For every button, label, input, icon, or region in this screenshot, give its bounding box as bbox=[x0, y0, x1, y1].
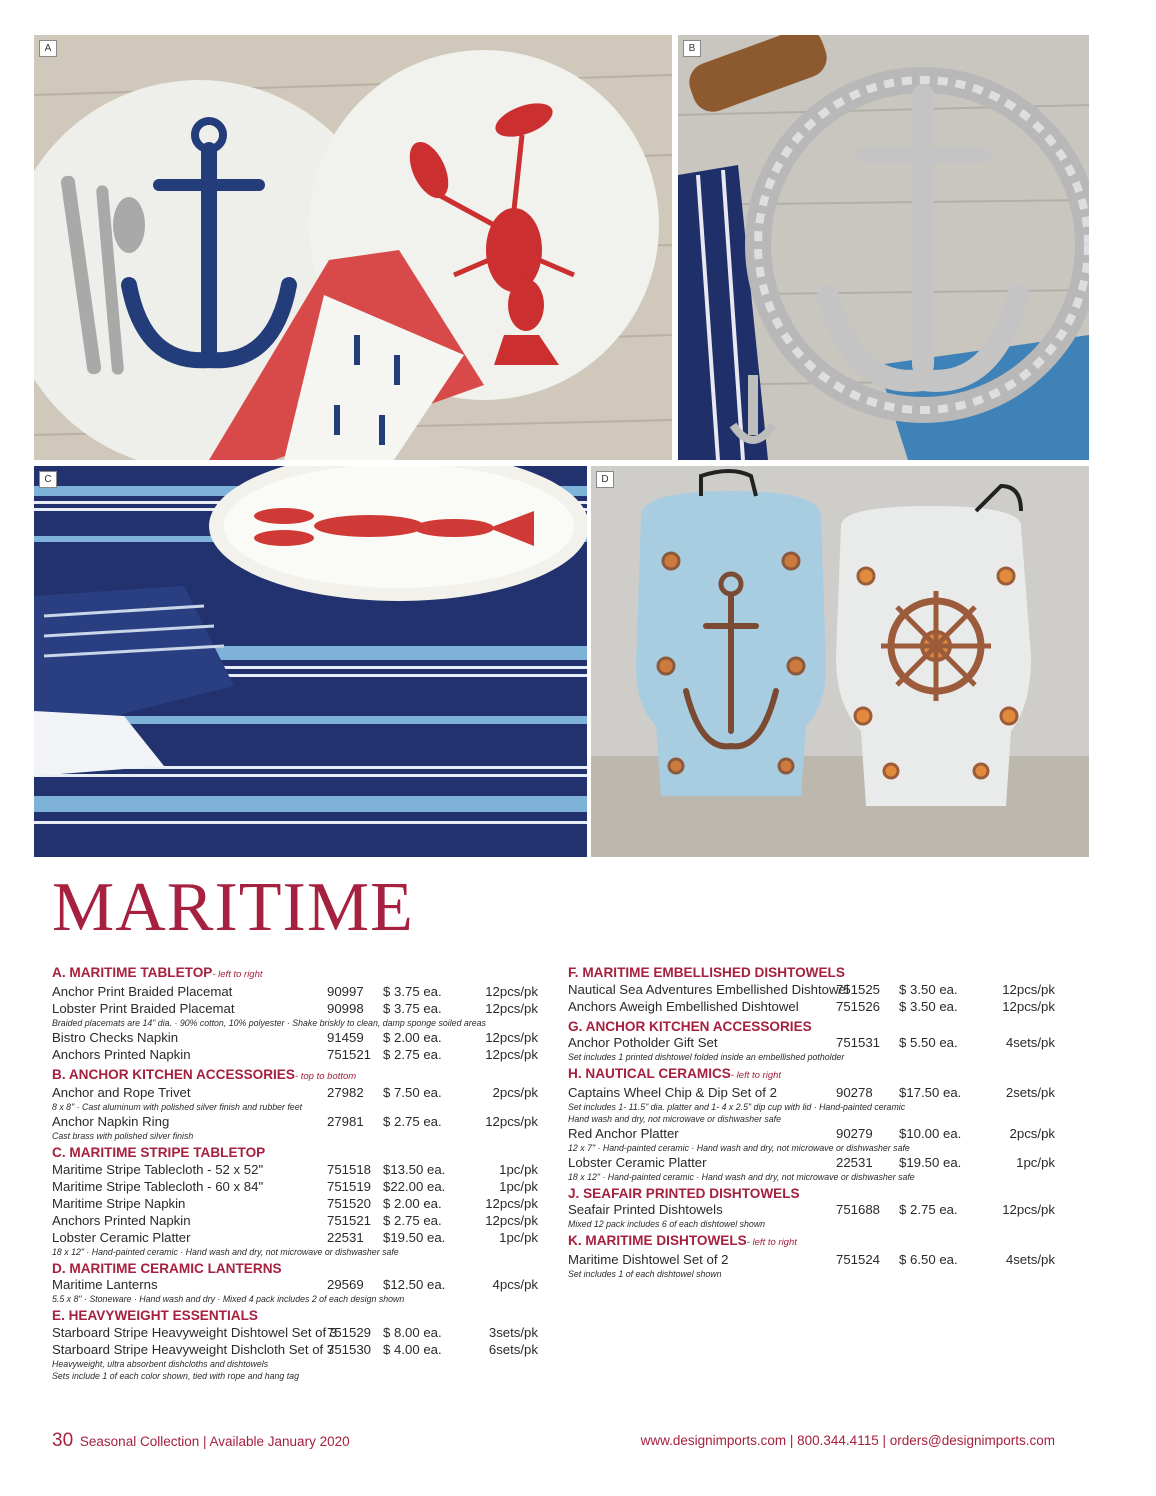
product-price: $ 3.75 ea. bbox=[383, 983, 442, 999]
product-pack: 12pcs/pk bbox=[1002, 998, 1055, 1014]
product-price: $19.50 ea. bbox=[383, 1229, 446, 1245]
product-code: 90278 bbox=[836, 1084, 873, 1100]
product-name: Anchors Printed Napkin bbox=[52, 1212, 191, 1228]
product-description: 12 x 7" · Hand-painted ceramic · Hand wash and dry, not microwave or dishwasher safe bbox=[568, 1142, 910, 1153]
product-description: Braided placemats are 14" dia. · 90% cotton, 10% polyester · Shake briskly to clean, damp sponge soiled areas bbox=[52, 1017, 486, 1028]
product-description: Set includes 1- 11.5" dia. platter and 1- 4 x 2.5" dip cup with lid · Hand-painted ceramic bbox=[568, 1101, 906, 1112]
product-code: 27981 bbox=[327, 1114, 364, 1130]
product-pack: 2sets/pk bbox=[1005, 1084, 1055, 1100]
product-name: Nautical Sea Adventures Embellished Dishtowel bbox=[568, 981, 849, 997]
product-code: 27982 bbox=[327, 1085, 364, 1101]
product-pack: 6sets/pk bbox=[488, 1341, 538, 1357]
product-price: $ 6.50 ea. bbox=[899, 1251, 958, 1267]
product-pack: 4pcs/pk bbox=[492, 1277, 538, 1293]
section-note: - left to right bbox=[746, 1237, 797, 1249]
product-name: Starboard Stripe Heavyweight Dishcloth Set of 3 bbox=[52, 1341, 335, 1357]
product-name: Anchors Printed Napkin bbox=[52, 1046, 191, 1062]
product-row bbox=[52, 1030, 552, 1047]
product-code: 751526 bbox=[836, 998, 881, 1014]
product-row bbox=[52, 1162, 552, 1179]
product-price: $ 2.75 ea. bbox=[899, 1202, 958, 1218]
product-code: 90997 bbox=[327, 983, 364, 999]
section-heading: E. HEAVYWEIGHT ESSENTIALS bbox=[52, 1308, 258, 1324]
product-description: 18 x 12" · Hand-painted ceramic · Hand wash and dry, not microwave or dishwasher safe bbox=[568, 1171, 915, 1182]
product-pack: 4sets/pk bbox=[1005, 1035, 1055, 1051]
product-name: Red Anchor Platter bbox=[568, 1125, 679, 1141]
section-title: K. MARITIME DISHTOWELS bbox=[568, 1233, 747, 1249]
product-pack: 2pcs/pk bbox=[1009, 1125, 1055, 1141]
product-name: Maritime Stripe Napkin bbox=[52, 1195, 186, 1211]
product-name: Maritime Lanterns bbox=[52, 1277, 158, 1293]
product-price: $ 2.75 ea. bbox=[383, 1046, 442, 1062]
product-code: 751524 bbox=[836, 1251, 881, 1267]
product-row bbox=[52, 1325, 552, 1342]
product-name: Anchors Aweigh Embellished Dishtowel bbox=[568, 998, 799, 1014]
footer-contact: www.designimports.com | 800.344.4115 | orders@designimports.com bbox=[640, 1433, 1055, 1448]
product-pack: 1pc/pk bbox=[499, 1178, 538, 1194]
product-pack: 1pc/pk bbox=[1016, 1154, 1055, 1170]
product-name: Maritime Stripe Tablecloth - 60 x 84" bbox=[52, 1178, 264, 1194]
product-row bbox=[52, 1342, 552, 1359]
product-code: 751518 bbox=[327, 1161, 372, 1177]
section-heading bbox=[568, 1233, 1068, 1252]
product-description: Set includes 1 printed dishtowel folded inside an embellished potholder bbox=[568, 1052, 845, 1063]
photo-a-tabletop bbox=[34, 35, 672, 460]
product-price: $17.50 ea. bbox=[899, 1084, 962, 1100]
product-list-right bbox=[568, 965, 1068, 1281]
product-pack: 1pc/pk bbox=[499, 1161, 538, 1177]
product-name: Bistro Checks Napkin bbox=[52, 1029, 179, 1045]
product-code: 751688 bbox=[836, 1202, 881, 1218]
product-code: 751525 bbox=[836, 981, 881, 997]
product-code: 22531 bbox=[836, 1154, 873, 1170]
product-description: Set includes 1 of each dishtowel shown bbox=[568, 1268, 722, 1279]
section-title: H. NAUTICAL CERAMICS bbox=[568, 1066, 731, 1082]
product-row bbox=[568, 1126, 1068, 1143]
product-row bbox=[52, 1230, 552, 1247]
product-code: 751521 bbox=[327, 1046, 372, 1062]
product-row bbox=[568, 982, 1068, 999]
section-heading bbox=[568, 1066, 1068, 1085]
page-title: MARITIME bbox=[52, 869, 414, 946]
product-list-left bbox=[52, 965, 552, 1383]
product-row bbox=[52, 1001, 552, 1018]
product-pack: 2pcs/pk bbox=[492, 1085, 538, 1101]
product-description: Mixed 12 pack includes 6 of each dishtowel shown bbox=[568, 1219, 766, 1230]
product-pack: 12pcs/pk bbox=[1002, 1202, 1055, 1218]
product-pack: 12pcs/pk bbox=[485, 1000, 538, 1016]
product-name: Lobster Ceramic Platter bbox=[52, 1229, 191, 1245]
section-title: B. ANCHOR KITCHEN ACCESSORIES bbox=[52, 1066, 295, 1082]
product-price: $ 2.00 ea. bbox=[383, 1029, 442, 1045]
photo-label-d: D bbox=[596, 471, 614, 488]
section-note: - left to right bbox=[730, 1070, 782, 1082]
section-note: - top to bottom bbox=[294, 1070, 357, 1082]
product-price: $ 2.00 ea. bbox=[383, 1195, 442, 1211]
product-code: 22531 bbox=[327, 1229, 364, 1245]
section-heading: C. MARITIME STRIPE TABLETOP bbox=[52, 1145, 266, 1161]
product-price: $ 4.00 ea. bbox=[383, 1341, 442, 1357]
photo-label-c: C bbox=[39, 471, 57, 488]
product-code: 90998 bbox=[327, 1000, 364, 1016]
footer-collection-text: Seasonal Collection | Available January 2020 bbox=[79, 1434, 350, 1449]
product-description: Heavyweight, ultra absorbent dishcloths and dishtowels bbox=[52, 1358, 269, 1369]
product-code: 751521 bbox=[327, 1212, 372, 1228]
product-pack: 4sets/pk bbox=[1005, 1251, 1055, 1267]
product-price: $ 2.75 ea. bbox=[383, 1212, 442, 1228]
product-name: Starboard Stripe Heavyweight Dishtowel Set of 3 bbox=[52, 1324, 338, 1340]
product-name: Maritime Stripe Tablecloth - 52 x 52" bbox=[52, 1161, 264, 1177]
product-description: 5.5 x 8" · Stoneware · Hand wash and dry · Mixed 4 pack includes 2 of each design shown bbox=[52, 1294, 405, 1305]
section-heading: F. MARITIME EMBELLISHED DISHTOWELS bbox=[568, 965, 845, 980]
footer-left bbox=[52, 1430, 350, 1452]
product-description: Sets include 1 of each color shown, tied with rope and hang tag bbox=[52, 1370, 299, 1381]
section-title: A. MARITIME TABLETOP bbox=[52, 965, 213, 980]
product-name: Anchor and Rope Trivet bbox=[52, 1085, 191, 1101]
photo-label-b: B bbox=[683, 40, 701, 57]
product-row bbox=[568, 1155, 1068, 1172]
photo-d-ceramic-lanterns bbox=[591, 466, 1089, 857]
product-pack: 3sets/pk bbox=[488, 1324, 538, 1340]
product-price: $ 2.75 ea. bbox=[383, 1114, 442, 1130]
section-heading bbox=[52, 1067, 552, 1086]
product-row bbox=[52, 984, 552, 1001]
product-code: 751519 bbox=[327, 1178, 372, 1194]
product-row bbox=[52, 1114, 552, 1131]
product-code: 751520 bbox=[327, 1195, 372, 1211]
product-row bbox=[568, 1202, 1068, 1219]
product-price: $22.00 ea. bbox=[383, 1178, 446, 1194]
section-note: - left to right bbox=[212, 969, 263, 980]
product-price: $12.50 ea. bbox=[383, 1277, 446, 1293]
product-pack: 12pcs/pk bbox=[485, 1029, 538, 1045]
product-description: 18 x 12" · Hand-painted ceramic · Hand wash and dry, not microwave or dishwasher safe bbox=[52, 1246, 399, 1257]
product-description: 8 x 8" · Cast aluminum with polished silver finish and rubber feet bbox=[52, 1102, 303, 1113]
product-name: Anchor Potholder Gift Set bbox=[568, 1035, 718, 1051]
product-row bbox=[52, 1277, 552, 1294]
product-code: 751531 bbox=[836, 1035, 881, 1051]
product-code: 29569 bbox=[327, 1277, 364, 1293]
product-pack: 1pc/pk bbox=[499, 1229, 538, 1245]
product-code: 751530 bbox=[327, 1341, 372, 1357]
product-name: Seafair Printed Dishtowels bbox=[568, 1202, 723, 1218]
product-price: $ 3.75 ea. bbox=[383, 1000, 442, 1016]
product-price: $19.50 ea. bbox=[899, 1154, 962, 1170]
product-code: 91459 bbox=[327, 1029, 364, 1045]
product-price: $13.50 ea. bbox=[383, 1161, 446, 1177]
product-name: Anchor Napkin Ring bbox=[52, 1114, 170, 1130]
product-code: 90279 bbox=[836, 1125, 873, 1141]
product-row bbox=[52, 1047, 552, 1064]
product-pack: 12pcs/pk bbox=[485, 1212, 538, 1228]
product-price: $ 3.50 ea. bbox=[899, 998, 958, 1014]
product-description: Hand wash and dry, not microwave or dishwasher safe bbox=[568, 1113, 782, 1124]
product-row bbox=[52, 1213, 552, 1230]
section-heading: J. SEAFAIR PRINTED DISHTOWELS bbox=[568, 1185, 800, 1201]
product-price: $10.00 ea. bbox=[899, 1125, 962, 1141]
product-row bbox=[568, 1035, 1068, 1052]
product-price: $ 8.00 ea. bbox=[383, 1324, 442, 1340]
product-row bbox=[52, 1196, 552, 1213]
product-pack: 12pcs/pk bbox=[1002, 981, 1055, 997]
product-row bbox=[568, 1085, 1068, 1102]
page-number: 30 bbox=[52, 1430, 74, 1451]
section-heading bbox=[52, 965, 552, 984]
product-name: Lobster Print Braided Placemat bbox=[52, 1000, 235, 1016]
product-row bbox=[52, 1085, 552, 1102]
section-heading: D. MARITIME CERAMIC LANTERNS bbox=[52, 1260, 282, 1276]
product-price: $ 5.50 ea. bbox=[899, 1035, 958, 1051]
product-pack: 12pcs/pk bbox=[485, 1046, 538, 1062]
section-heading: G. ANCHOR KITCHEN ACCESSORIES bbox=[568, 1018, 812, 1034]
product-price: $ 3.50 ea. bbox=[899, 981, 958, 997]
product-name: Maritime Dishtowel Set of 2 bbox=[568, 1251, 729, 1267]
product-description: Cast brass with polished silver finish bbox=[52, 1131, 194, 1142]
product-row bbox=[568, 1252, 1068, 1269]
product-price: $ 7.50 ea. bbox=[383, 1085, 442, 1101]
product-name: Lobster Ceramic Platter bbox=[568, 1154, 707, 1170]
product-row bbox=[568, 999, 1068, 1016]
product-name: Anchor Print Braided Placemat bbox=[52, 983, 233, 999]
photo-c-stripe-tabletop bbox=[34, 466, 587, 857]
product-pack: 12pcs/pk bbox=[485, 1195, 538, 1211]
product-code: 751529 bbox=[327, 1324, 372, 1340]
product-row bbox=[52, 1179, 552, 1196]
photo-b-anchor-accessories bbox=[678, 35, 1089, 460]
product-pack: 12pcs/pk bbox=[485, 1114, 538, 1130]
product-pack: 12pcs/pk bbox=[485, 983, 538, 999]
product-name: Captains Wheel Chip & Dip Set of 2 bbox=[568, 1084, 777, 1100]
photo-label-a: A bbox=[39, 40, 57, 57]
